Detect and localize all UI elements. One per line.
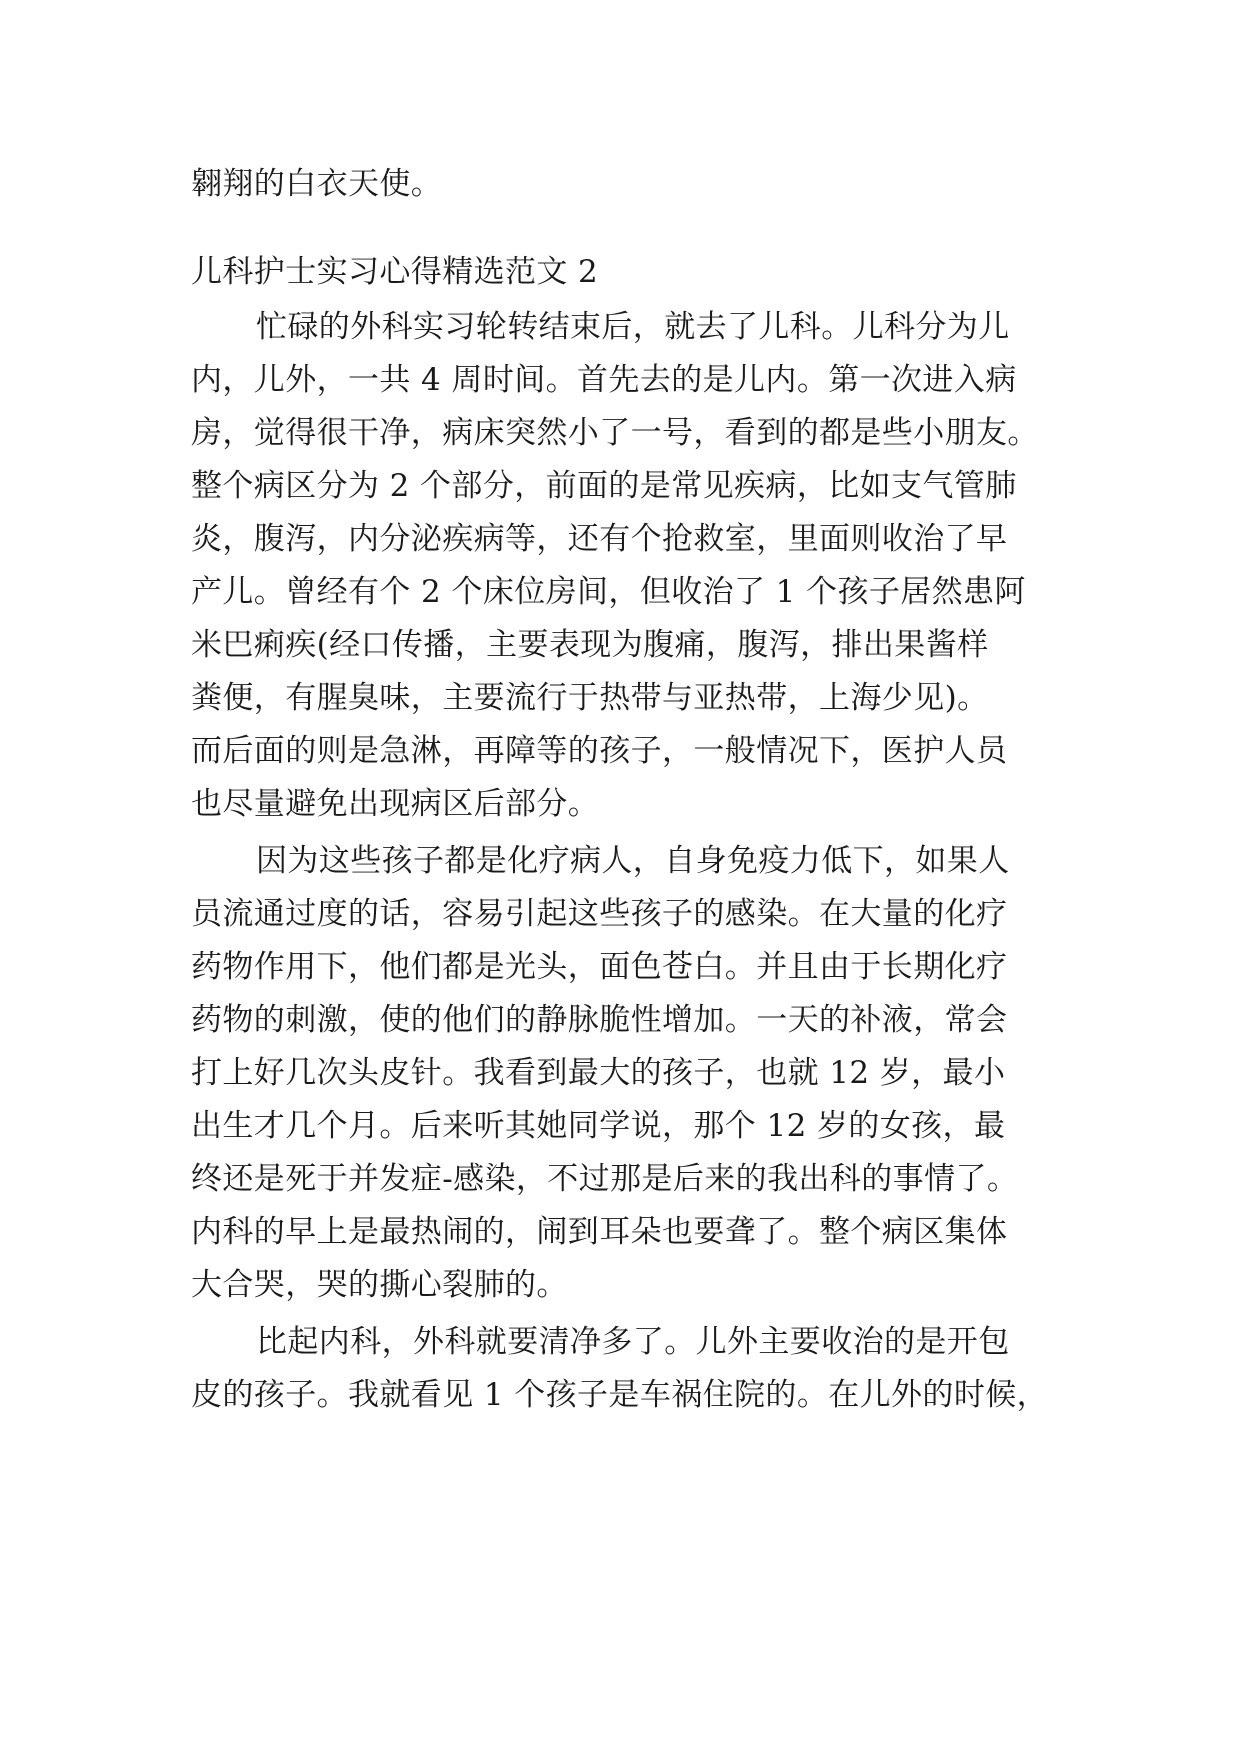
text-line: 终还是死于并发症-感染，不过那是后来的我出科的事情了。 [191,1161,1019,1197]
text-line: 房，觉得很干净，病床突然小了一号，看到的都是些小朋友。 [191,415,1039,451]
section-heading: 儿科护士实习心得精选范文 2 [191,254,599,290]
paragraph-first-line: 忙碌的外科实习轮转结束后，就去了儿科。儿科分为儿 [256,309,1010,345]
text-line: 打上好几次头皮针。我看到最大的孩子，也就 12 岁，最小 [191,1055,1006,1091]
text-line: 员流通过度的话，容易引起这些孩子的感染。在大量的化疗 [191,896,1008,932]
text-line: 皮的孩子。我就看见 1 个孩子是车祸住院的。在儿外的时候， [191,1377,1049,1413]
text-line: 大合哭，哭的撕心裂肺的。 [191,1267,568,1303]
paragraph-first-line: 因为这些孩子都是化疗病人，自身免疫力低下，如果人 [256,843,1010,879]
text-line: 炎，腹泻，内分泌疾病等，还有个抢救室，里面则收治了早 [191,521,1008,557]
text-line: 产儿。曾经有个 2 个床位房间，但收治了 1 个孩子居然患阿 [191,574,1026,610]
text-line: 粪便，有腥臭味，主要流行于热带与亚热带，上海少见)。 [191,680,989,716]
text-line: 药物的刺激，使的他们的静脉脆性增加。一天的补液，常会 [191,1002,1008,1038]
text-line: 米巴痢疾(经口传播，主要表现为腹痛，腹泻，排出果酱样 [191,627,989,663]
text-line: 内科的早上是最热闹的，闹到耳朵也要聋了。整个病区集体 [191,1214,1008,1250]
paragraph-first-line: 比起内科，外科就要清净多了。儿外主要收治的是开包 [256,1324,1010,1360]
text-line: 也尽量避免出现病区后部分。 [191,786,600,822]
text-line: 而后面的则是急淋，再障等的孩子，一般情况下，医护人员 [191,733,1008,769]
text-line: 整个病区分为 2 个部分，前面的是常见疾病，比如支气管肺 [191,468,1017,504]
text-line: 药物作用下，他们都是光头，面色苍白。并且由于长期化疗 [191,949,1008,985]
text-line: 出生才几个月。后来听其她同学说，那个 12 岁的女孩，最 [191,1108,1006,1144]
text-line: 内，儿外，一共 4 周时间。首先去的是儿内。第一次进入病 [191,362,1017,398]
text-line: 翱翔的白衣天使。 [191,166,443,202]
